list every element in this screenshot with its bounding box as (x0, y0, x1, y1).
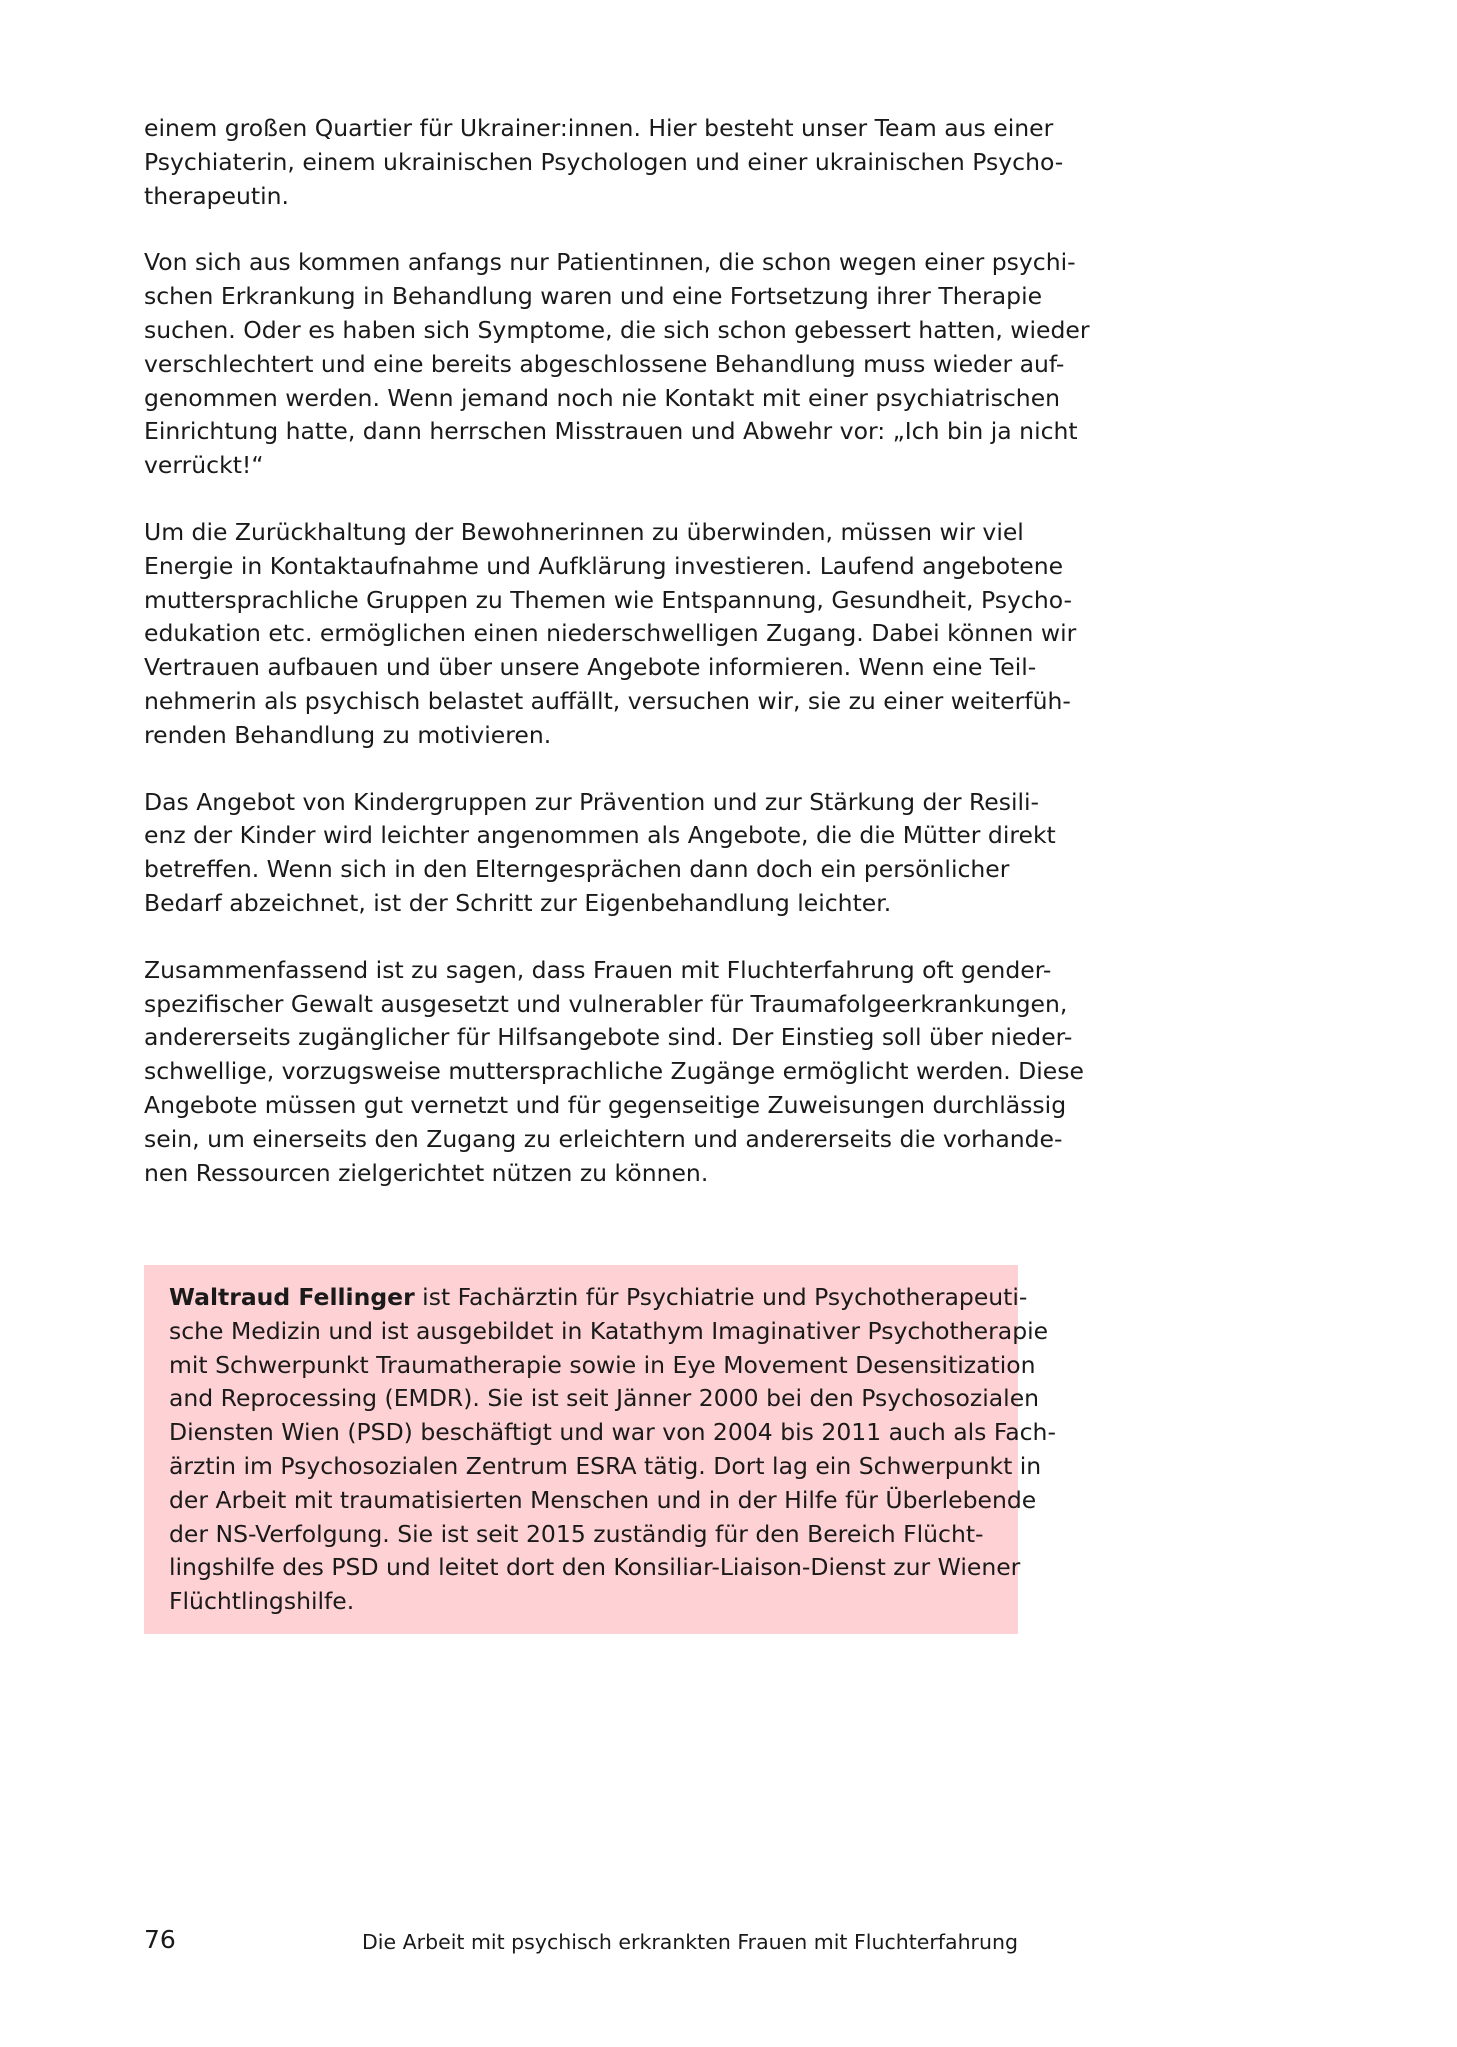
text-line: Von sich aus kommen anfangs nur Patientinnen, die schon wegen einer psychi- (144, 248, 1076, 277)
text-line: verschlechtert und eine bereits abgeschlossene Behandlung muss wieder auf- (144, 349, 1065, 378)
text-line: enz der Kinder wird leichter angenommen als Angebote, die die Mütter direkt (144, 821, 1056, 850)
text-line: spezifischer Gewalt ausgesetzt und vulnerabler für Traumafolgeerkrankungen, (144, 989, 1068, 1018)
text-line: mit Schwerpunkt Traumatherapie sowie in Eye Movement Desensitization (169, 1350, 1036, 1379)
paragraph-5 (144, 954, 1084, 1191)
text-line: Um die Zurückhaltung der Bewohnerinnen zu überwinden, müssen wir viel (144, 517, 1024, 546)
page-number: 76 (144, 1925, 176, 1954)
author-bio-box (144, 1265, 1056, 1634)
text-line: Zusammenfassend ist zu sagen, dass Frauen mit Fluchterfahrung oft gender- (144, 955, 1052, 984)
text-line: nehmerin als psychisch belastet auffällt, versuchen wir, sie zu einer weiterfüh- (144, 686, 1071, 715)
text-line: einem großen Quartier für Ukrainer:innen. Hier besteht unser Team aus einer (144, 114, 1054, 142)
text-line: andererseits zugänglicher für Hilfsangebote sind. Der Einstieg soll über nieder- (144, 1023, 1073, 1052)
text-line: verrückt!“ (144, 451, 264, 480)
text-line: sche Medizin und ist ausgebildet in Katathym Imaginativer Psychotherapie (169, 1316, 1049, 1345)
text-line (169, 1281, 1028, 1315)
paragraph-4 (144, 786, 1056, 921)
text-line: therapeutin. (144, 181, 290, 210)
text-line: Angebote müssen gut vernetzt und für gegenseitige Zuweisungen durchlässig (144, 1090, 1067, 1119)
text-line: Das Angebot von Kindergruppen zur Prävention und zur Stärkung der Resili- (144, 787, 1040, 816)
paragraph-1 (144, 112, 1064, 213)
text-line: schwellige, vorzugsweise muttersprachliche Zugänge ermöglicht werden. Diese (144, 1057, 1084, 1086)
text-line: genommen werden. Wenn jemand noch nie Kontakt mit einer psychiatrischen (144, 383, 1061, 412)
text-line: muttersprachliche Gruppen zu Themen wie Entspannung, Gesundheit, Psycho- (144, 585, 1073, 614)
text-line: suchen. Oder es haben sich Symptome, die sich schon gebessert hatten, wieder (144, 315, 1090, 344)
text-line: Einrichtung hatte, dann herrschen Misstrauen und Abwehr vor: „Ich bin ja nicht (144, 417, 1078, 446)
author-name: Waltraud Fellinger (169, 1283, 415, 1311)
text-line: Energie in Kontaktaufnahme und Aufklärung investieren. Laufend angebotene (144, 551, 1064, 580)
text-line: and Reprocessing (EMDR). Sie ist seit Jänner 2000 bei den Psychosozialen (169, 1384, 1040, 1413)
text-line: Psychiaterin, einem ukrainischen Psychologen und einer ukrainischen Psycho- (144, 147, 1064, 176)
text-line: Bedarf abzeichnet, ist der Schritt zur Eigenbehandlung leichter. (144, 888, 892, 917)
text-line: nen Ressourcen zielgerichtet nützen zu können. (144, 1158, 709, 1187)
text-line: sein, um einerseits den Zugang zu erleichtern und andererseits die vorhande- (144, 1124, 1063, 1153)
text-line: lingshilfe des PSD und leitet dort den Konsiliar-Liaison-Dienst zur Wiener (169, 1553, 1021, 1582)
text-line: betreffen. Wenn sich in den Elterngesprächen dann doch ein persönlicher (144, 855, 1010, 884)
text-line: ärztin im Psychosozialen Zentrum ESRA tätig. Dort lag ein Schwerpunkt in (169, 1451, 1042, 1480)
main-text (144, 112, 1090, 1223)
text-line: Flüchtlingshilfe. (169, 1587, 355, 1616)
text-line: renden Behandlung zu motivieren. (144, 720, 552, 749)
paragraph-3 (144, 516, 1077, 753)
text-line: edukation etc. ermöglichen einen niederschwelligen Zugang. Dabei können wir (144, 619, 1077, 648)
text-line: schen Erkrankung in Behandlung waren und eine Fortsetzung ihrer Therapie (144, 282, 1043, 311)
running-title: Die Arbeit mit psychisch erkrankten Frauen mit Fluchterfahrung (362, 1930, 1018, 1954)
text-line: der Arbeit mit traumatisierten Menschen und in der Hilfe für Überlebende (169, 1485, 1037, 1514)
text-line: Vertrauen aufbauen und über unsere Angebote informieren. Wenn eine Teil- (144, 653, 1037, 682)
author-bio (169, 1281, 1056, 1619)
text-line: Diensten Wien (PSD) beschäftigt und war von 2004 bis 2011 auch als Fach- (169, 1418, 1056, 1447)
text-line: der NS-Verfolgung. Sie ist seit 2015 zuständig für den Bereich Flücht- (169, 1519, 984, 1548)
paragraph-2 (144, 246, 1090, 483)
bio-first-line: ist Fachärztin für Psychiatrie und Psychotherapeuti- (414, 1283, 1028, 1311)
